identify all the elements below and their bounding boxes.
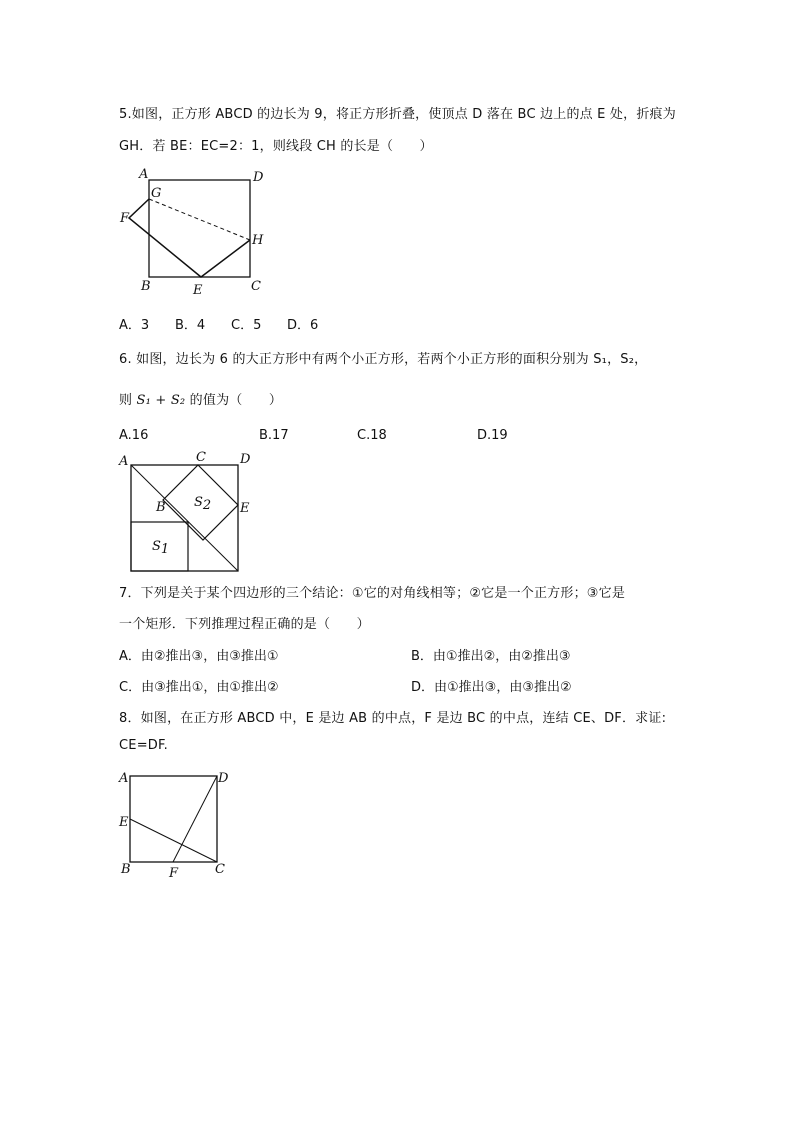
q5-option-c: C．5 [231, 318, 262, 333]
q5-label-a: A [139, 167, 149, 182]
q6-label-b: B [156, 500, 166, 515]
q6-text-line1: 6. 如图，边长为 6 的大正方形中有两个小正方形，若两个小正方形的面积分别为 S₁，S₂， [119, 352, 648, 367]
q6-line2-post: 的值为（ ） [185, 393, 283, 408]
q7-text-line1: 7．下列是关于某个四边形的三个结论：①它的对角线相等；②它是一个正方形；③它是 [119, 586, 626, 601]
q6-label-s2: S2 [194, 495, 212, 513]
q6-label-d: D [240, 452, 251, 467]
q6-option-c: C.18 [357, 428, 387, 443]
q8-segment-df [173, 776, 217, 862]
q7-text-line2: 一个矩形．下列推理过程正确的是（ ） [119, 617, 370, 632]
q5-label-e: E [193, 283, 203, 298]
q5-label-d: D [253, 170, 264, 185]
q6-label-s1: S1 [152, 539, 170, 557]
q7-option-c: C．由③推出①，由①推出② [119, 680, 279, 695]
q6-option-a: A.16 [119, 428, 149, 443]
q6-label-c: C [196, 450, 206, 465]
q8-label-c: C [215, 862, 225, 877]
q8-label-d: D [218, 771, 229, 786]
q7-option-a: A．由②推出③，由③推出① [119, 649, 279, 664]
q8-square [130, 776, 217, 862]
q8-label-a: A [119, 771, 129, 786]
q7-option-b: B．由①推出②，由②推出③ [411, 649, 571, 664]
q6-label-a: A [119, 454, 129, 469]
q6-line2-pre: 则 [119, 393, 137, 408]
q5-option-a: A．3 [119, 318, 150, 333]
q5-label-f: F [120, 211, 130, 226]
q6-label-e: E [240, 501, 250, 516]
q8-segment-ce [130, 819, 217, 862]
q6-option-b: B.17 [259, 428, 289, 443]
q7-option-d: D．由①推出③，由③推出② [411, 680, 572, 695]
q6-line2-expr: S₁ + S₂ [136, 393, 186, 408]
q8-label-f: F [169, 866, 179, 881]
q8-text-line1: 8．如图，在正方形 ABCD 中，E 是边 AB 的中点，F 是边 BC 的中点，连结 CE、DF．求证: [119, 711, 667, 726]
q5-label-b: B [141, 279, 151, 294]
q5-option-d: D．6 [287, 318, 319, 333]
q8-label-b: B [121, 862, 131, 877]
q8-label-e: E [119, 815, 129, 830]
q5-label-g: G [151, 186, 162, 201]
q5-label-c: C [251, 279, 261, 294]
q5-text-line2: GH．若 BE：EC=2：1，则线段 CH 的长是（ ） [119, 139, 433, 154]
q6-option-d: D.19 [477, 428, 508, 443]
q5-label-h: H [252, 233, 264, 248]
q5-option-b: B．4 [175, 318, 206, 333]
q5-text-line1: 5.如图，正方形 ABCD 的边长为 9，将正方形折叠，使顶点 D 落在 BC 边上的点 E 处，折痕为 [119, 107, 676, 122]
q8-text-line2: CE=DF. [119, 738, 168, 753]
